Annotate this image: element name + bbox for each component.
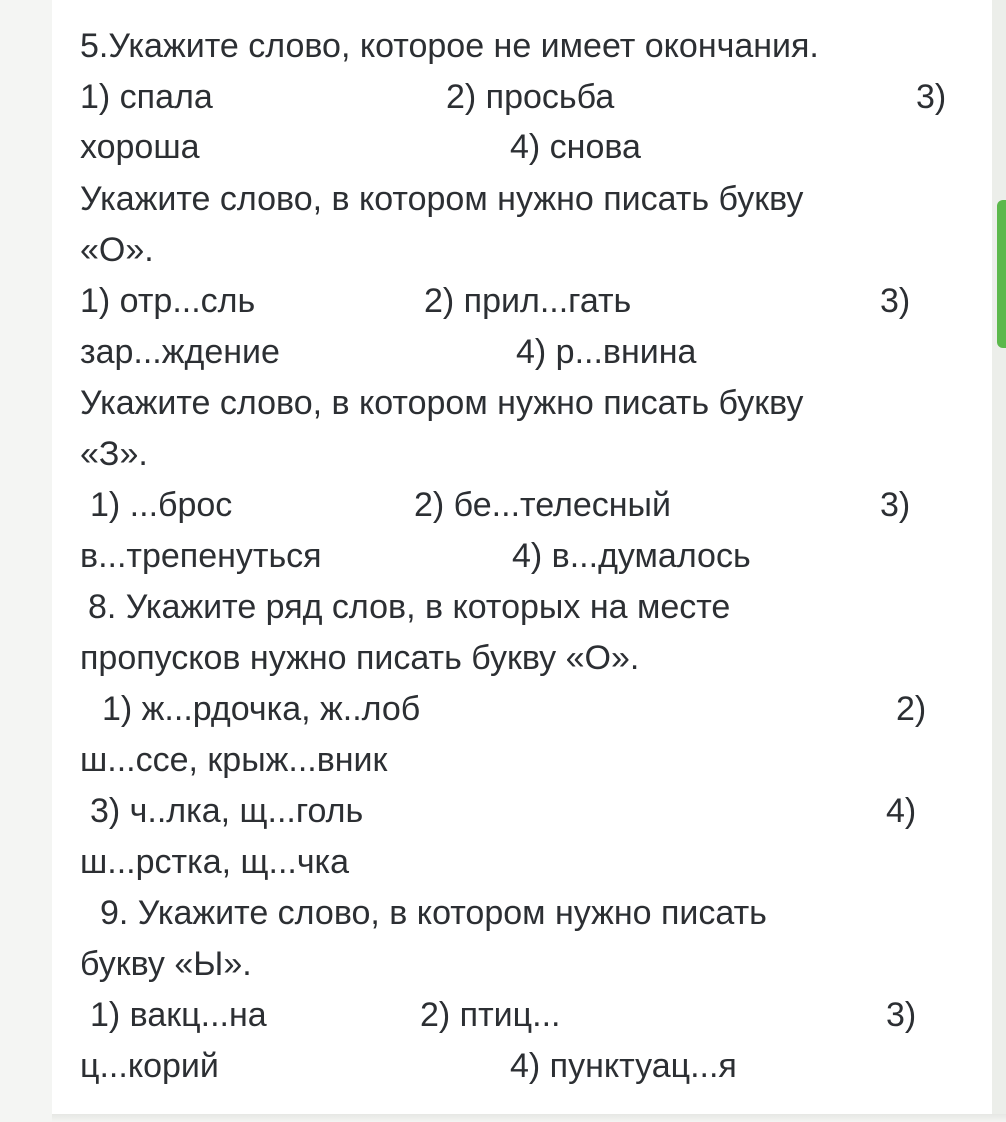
q5-option-4: 4) снова: [510, 128, 641, 166]
q6-option-1: 1) отр...сль: [80, 282, 256, 320]
q5-option-3-number: 3): [916, 78, 947, 116]
scroll-indicator[interactable]: [997, 200, 1006, 348]
q9-option-3-word: ц...корий: [80, 1047, 219, 1085]
q7-option-3-number: 3): [880, 486, 911, 524]
q9-question-line-2: букву «Ы».: [80, 945, 252, 983]
q9-option-3-number: 3): [886, 996, 917, 1034]
q6-option-3-number: 3): [880, 282, 911, 320]
q6-question-line-1: Укажите слово, в котором нужно писать букву: [80, 180, 804, 218]
q8-question-line-2: пропусков нужно писать букву «О».: [80, 639, 640, 677]
q5-option-2: 2) просьба: [446, 78, 615, 116]
q7-option-4: 4) в...думалось: [512, 537, 751, 575]
q9-question-line-1: 9. Укажите слово, в котором нужно писать: [100, 894, 767, 932]
q8-option-2-number: 2): [896, 690, 927, 728]
q7-option-1: 1) ...брос: [90, 486, 233, 524]
q7-option-2: 2) бе...телесный: [414, 486, 671, 524]
q9-option-2: 2) птиц...: [420, 996, 561, 1034]
q8-question-line-1: 8. Укажите ряд слов, в которых на месте: [88, 588, 731, 626]
q8-option-3: 3) ч..лка, щ...голь: [90, 792, 364, 830]
q8-option-2-words: ш...ссе, крыж...вник: [80, 741, 388, 779]
q6-question-line-2: «О».: [80, 231, 154, 269]
q7-question-line-2: «З».: [80, 435, 148, 473]
q9-option-1: 1) вакц...на: [90, 996, 267, 1034]
q8-option-1: 1) ж...рдочка, ж..лоб: [102, 690, 421, 728]
q5-question: 5.Укажите слово, которое не имеет окончания.: [80, 27, 819, 65]
q9-option-4: 4) пунктуац...я: [510, 1047, 737, 1085]
q5-option-3-word: хороша: [80, 128, 200, 166]
q7-question-line-1: Укажите слово, в котором нужно писать букву: [80, 384, 804, 422]
q5-option-1: 1) спала: [80, 78, 213, 116]
q7-option-3-word: в...трепенуться: [80, 537, 322, 575]
q8-option-4-words: ш...рстка, щ...чка: [80, 843, 350, 881]
card-shadow: [52, 1114, 1006, 1122]
right-gutter: [992, 0, 1006, 1114]
q6-option-4: 4) р...внина: [516, 333, 697, 371]
q6-option-3-word: зар...ждение: [80, 333, 280, 371]
q8-option-4-number: 4): [886, 792, 917, 830]
q6-option-2: 2) прил...гать: [424, 282, 632, 320]
